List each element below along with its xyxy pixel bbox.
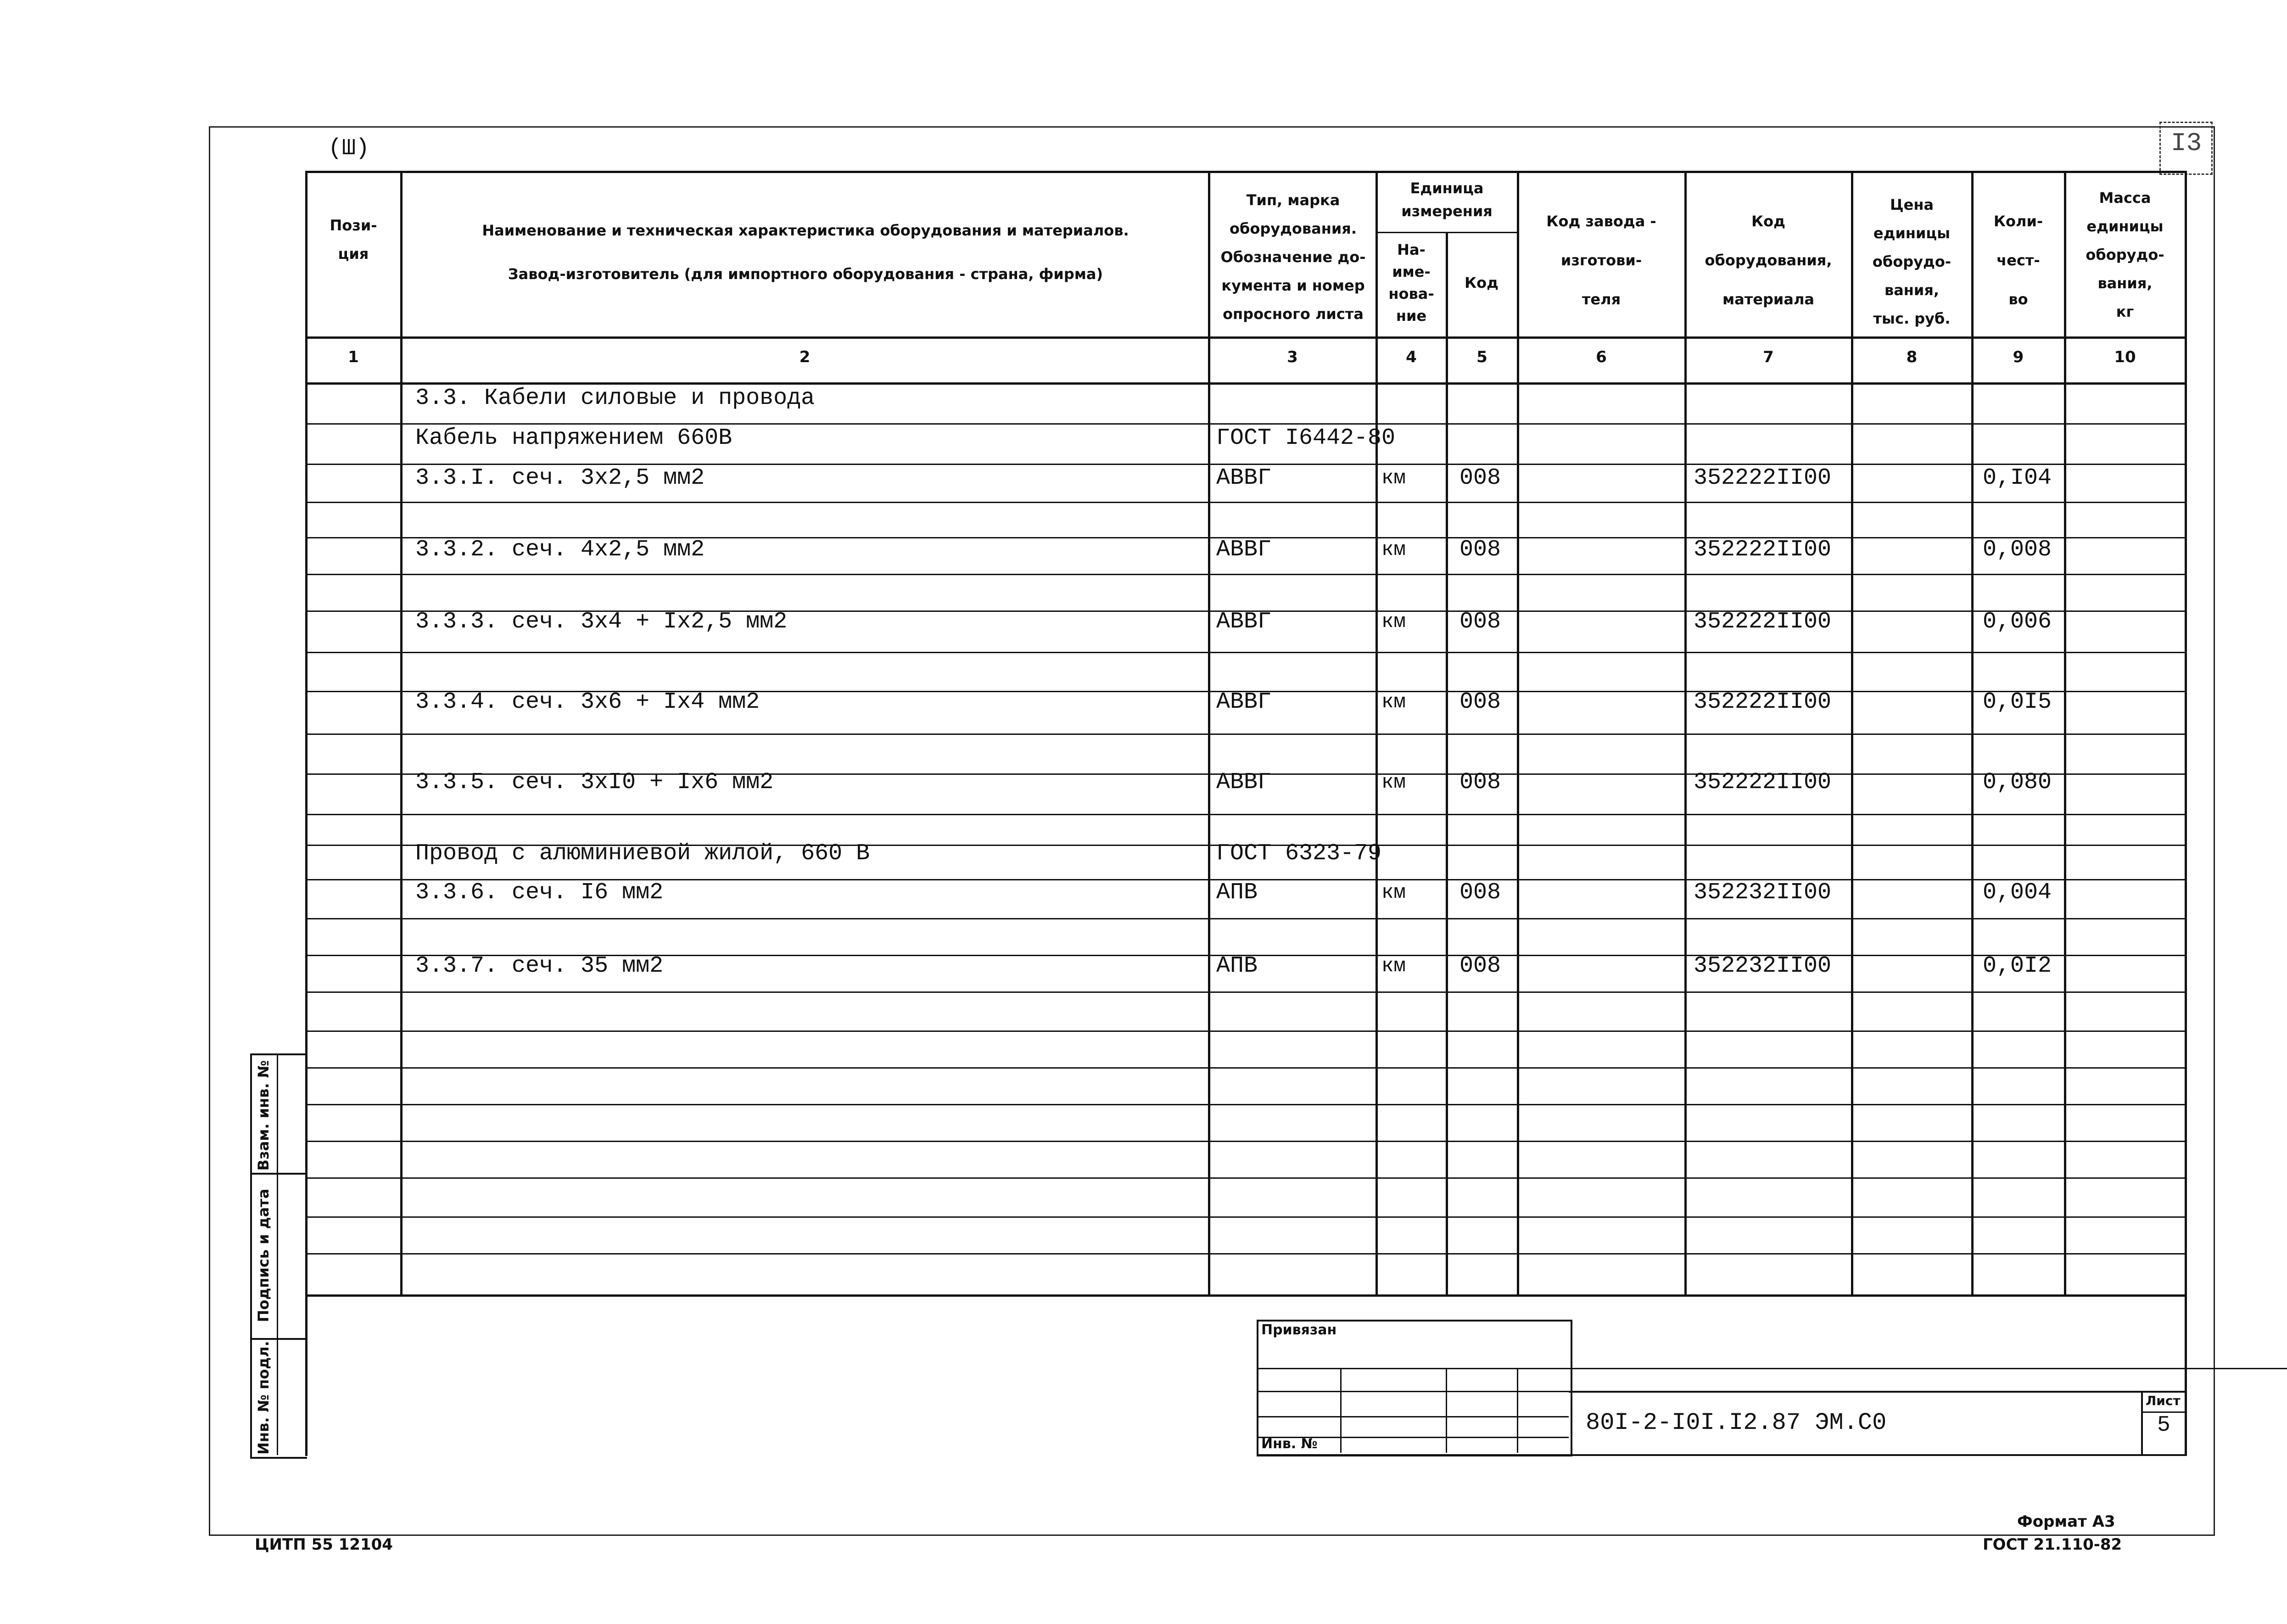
cell-unit: км [1381, 610, 1406, 633]
corner-number: I3 [2171, 129, 2202, 158]
col-line-1 [400, 171, 403, 1295]
header-price: Цена единицы оборудо- вания, тыс. руб. [1872, 196, 1951, 327]
cell-quantity: 0,0I2 [1983, 953, 2052, 979]
col-line-3 [1376, 171, 1378, 1295]
col-line-right [2185, 171, 2187, 1456]
cell-quantity: 0,080 [1983, 769, 2052, 795]
row-line [305, 814, 2187, 815]
cell-material-code: 352222II00 [1694, 537, 1832, 563]
header-unit: Единица измерения [1401, 179, 1493, 220]
row-line [305, 1253, 2187, 1254]
list-label: Лист [2146, 1393, 2181, 1408]
header-factory-code: Код завода - изготови- теля [1546, 213, 1656, 308]
sheet-mark: (Ш) [328, 135, 370, 162]
cell-type: ГОСТ 6323-79 [1216, 840, 1382, 867]
cell-material-code: 352232II00 [1694, 953, 1832, 979]
cell-unit: км [1381, 771, 1406, 794]
col-line-2 [1208, 171, 1210, 1295]
list-number: 5 [2157, 1413, 2170, 1438]
stamp-inv-label: Инв. № [1261, 1436, 1318, 1452]
col-line-9 [2064, 171, 2066, 1295]
colnum-2: 2 [799, 348, 811, 366]
cell-material-code: 352222II00 [1694, 769, 1832, 795]
cell-type: АВВГ [1216, 769, 1272, 795]
colnum-3: 3 [1287, 348, 1298, 366]
cell-material-code: 352222II00 [1694, 689, 1832, 715]
side-vzam-label: Взам. инв. № [255, 1060, 272, 1171]
cell-type: АПВ [1216, 953, 1258, 979]
table-top-line [305, 171, 2187, 173]
cell-quantity: 0,008 [1983, 537, 2052, 563]
designation-bottom-line [1257, 1454, 2187, 1456]
header-position: Пози- ция [330, 217, 377, 263]
row-line [305, 574, 2187, 575]
cell-quantity: 0,006 [1983, 609, 2052, 635]
row-line [305, 991, 2187, 993]
stamp-col-b [1446, 1368, 1447, 1453]
header-name: Наименование и техническая характеристика оборудования и материалов. Завод-изготовитель (для импортного оборудования - страна, фирма) [482, 222, 1129, 283]
cell-quantity: 0,004 [1983, 879, 2052, 906]
row-line [305, 1104, 2187, 1105]
side-inv-label: Инв. № подл. [255, 1341, 272, 1455]
cell-unit: км [1381, 467, 1406, 490]
cell-unit: км [1381, 538, 1406, 561]
col-line-6 [1684, 171, 1687, 1295]
cell-unit-code: 008 [1459, 953, 1501, 979]
cell-name: 3.3.I. сеч. 3х2,5 мм2 [415, 465, 705, 491]
col-line-5 [1517, 171, 1519, 1295]
col-line-7 [1851, 171, 1853, 1295]
col-line-8 [1971, 171, 1974, 1295]
header-unit-name: На- име- нова- ние [1388, 241, 1434, 325]
cell-material-code: 352222II00 [1694, 609, 1832, 635]
cell-type: АВВГ [1216, 689, 1272, 715]
stamp-line-c [1257, 1416, 1569, 1417]
row-line [305, 734, 2187, 735]
document-designation: 80I-2-I0I.I2.87 ЭМ.С0 [1586, 1409, 1887, 1436]
cell-type: ГОСТ I6442-80 [1216, 425, 1396, 451]
cell-name: 3.3.6. сеч. I6 мм2 [415, 879, 664, 906]
cell-unit-code: 008 [1459, 689, 1501, 715]
row-line [305, 1216, 2187, 1218]
cell-unit-code: 008 [1459, 537, 1501, 563]
row-line [305, 1030, 2187, 1032]
header-bottom-line [305, 336, 2187, 339]
format-label: Формат А3 [2017, 1512, 2115, 1531]
cell-unit: км [1381, 955, 1406, 978]
row-line [305, 1141, 2187, 1142]
cell-unit-code: 008 [1459, 879, 1501, 906]
stamp-col-c [1517, 1368, 1518, 1453]
designation-top-line [1569, 1391, 2187, 1393]
side-podpis-label: Подпись и дата [255, 1188, 272, 1322]
cell-name: Кабель напряжением 660В [415, 425, 733, 451]
cell-name: 3.3.3. сеч. 3х4 + Iх2,5 мм2 [415, 609, 788, 635]
colnum-10: 10 [2114, 348, 2136, 366]
cell-type: АВВГ [1216, 465, 1272, 491]
stamp-privyazan-label: Привязан [1261, 1322, 1337, 1338]
cell-unit-code: 008 [1459, 609, 1501, 635]
cell-unit: км [1381, 881, 1406, 904]
cell-name: 3.3.2. сеч. 4х2,5 мм2 [415, 537, 705, 563]
colnum-9: 9 [2013, 348, 2024, 366]
cell-quantity: 0,I04 [1983, 465, 2052, 491]
col-line-4 [1446, 232, 1448, 1295]
cell-name: 3.3.7. сеч. 35 мм2 [415, 953, 664, 979]
row-line [305, 502, 2187, 503]
cell-name: Провод с алюминиевой жилой, 660 В [415, 840, 870, 867]
colnum-7: 7 [1763, 348, 1774, 366]
row-line [305, 1177, 2187, 1179]
cell-unit-code: 008 [1459, 769, 1501, 795]
side-inner-line [277, 1053, 278, 1455]
colnum-8: 8 [1906, 348, 1918, 366]
row-line [305, 918, 2187, 919]
header-material-code: Код оборудования, материала [1705, 213, 1832, 308]
cipher-label: ЦИТП 55 12104 [255, 1535, 393, 1554]
cell-name: 3.3.4. сеч. 3х6 + Iх4 мм2 [415, 689, 760, 715]
header-type: Тип, марка оборудования. Обозначение до- кумента и номер опросного листа [1220, 191, 1366, 323]
colnum-6: 6 [1596, 348, 1607, 366]
cell-material-code: 352232II00 [1694, 879, 1832, 906]
colnum-4: 4 [1406, 348, 1417, 366]
header-unit-code: Код [1465, 274, 1499, 291]
cell-quantity: 0,0I5 [1983, 689, 2052, 715]
colnum-5: 5 [1476, 348, 1487, 366]
stamp-line-b [1257, 1391, 1569, 1392]
cell-name: 3.3.5. сеч. 3хI0 + Iх6 мм2 [415, 769, 774, 795]
unit-subheader-line [1376, 232, 1517, 233]
cell-unit: км [1381, 691, 1406, 714]
cell-name: 3.3. Кабели силовые и провода [415, 385, 815, 411]
header-mass: Масса единицы оборудо- вания, кг [2086, 189, 2164, 320]
stamp-col-a [1340, 1368, 1342, 1453]
header-quantity: Коли- чест- во [1993, 213, 2043, 308]
designation-list-line [2141, 1391, 2143, 1455]
cell-unit-code: 008 [1459, 465, 1501, 491]
stamp-line-a [1257, 1368, 2287, 1369]
gost-label: ГОСТ 21.110-82 [1983, 1535, 2122, 1554]
row-line [305, 652, 2187, 653]
colnum-1: 1 [348, 348, 359, 366]
cell-material-code: 352222II00 [1694, 465, 1832, 491]
cell-type: АВВГ [1216, 609, 1272, 635]
cell-type: АПВ [1216, 879, 1258, 906]
row-line [305, 1067, 2187, 1069]
cell-type: АВВГ [1216, 537, 1272, 563]
table-bottom-line [305, 1294, 2187, 1297]
